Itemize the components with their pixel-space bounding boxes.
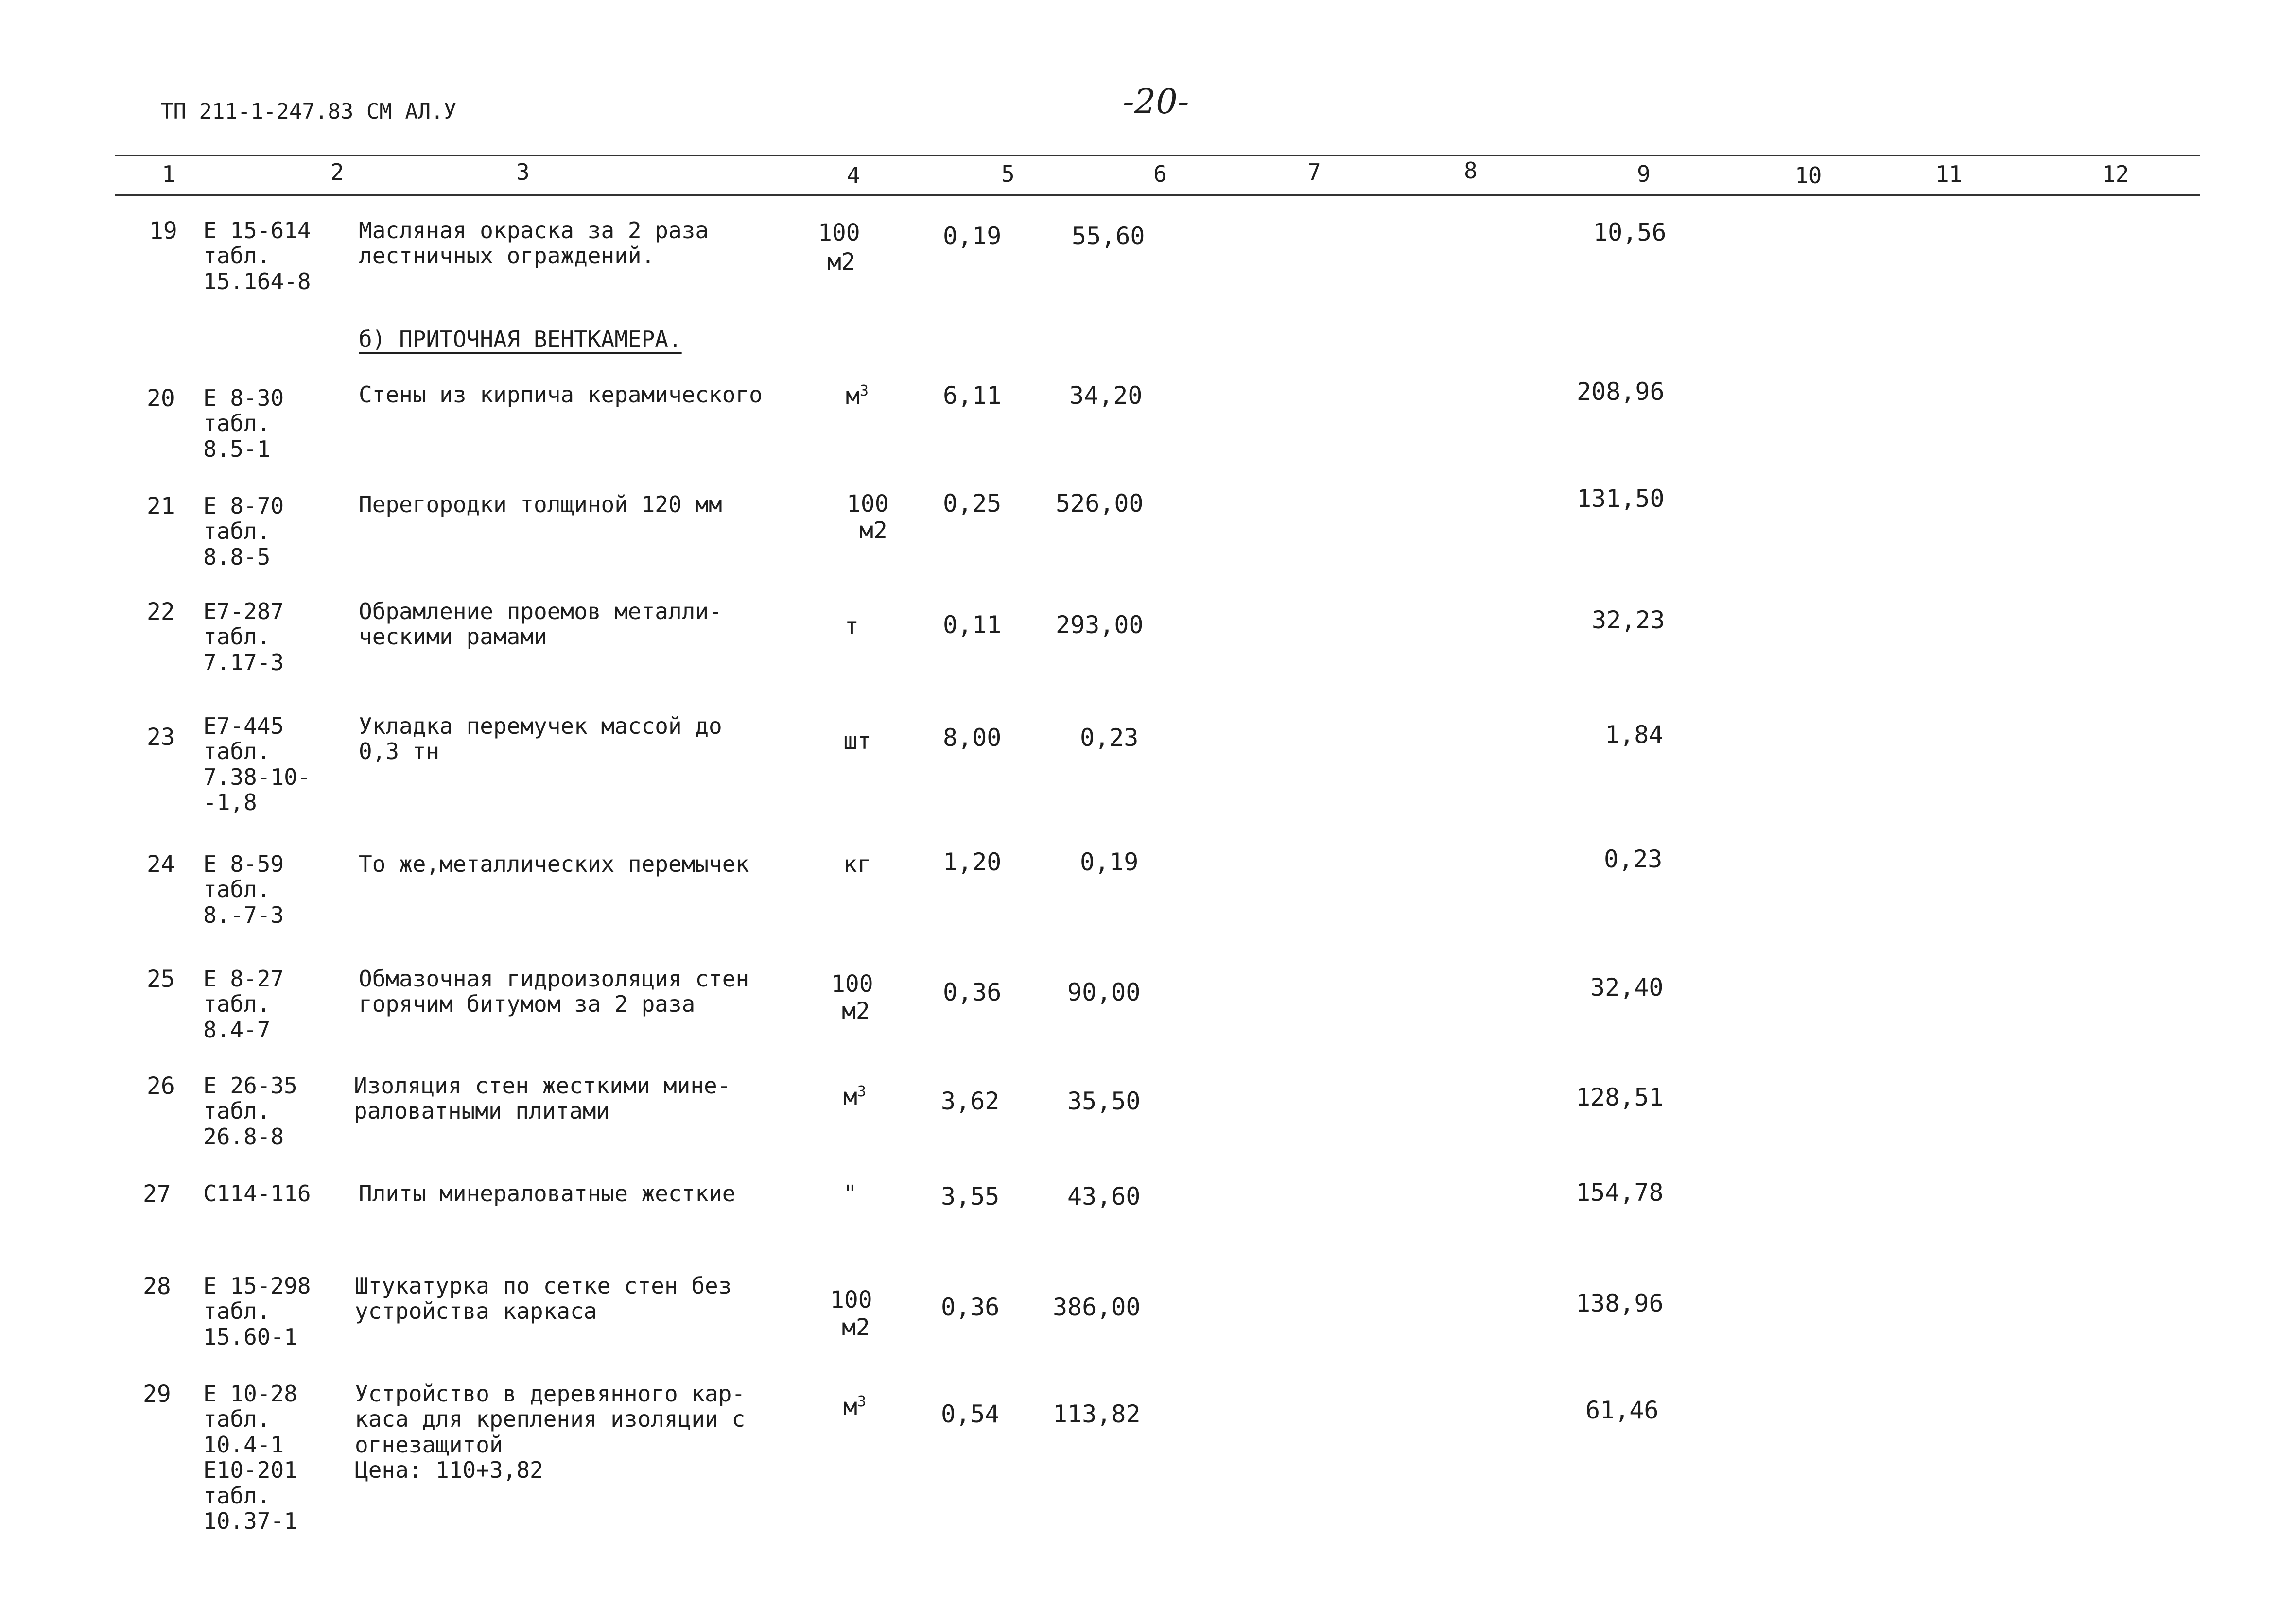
work-description: Обрамление проемов металли- ческими рамами (359, 598, 722, 650)
norm-code: С114-116 (203, 1180, 311, 1207)
unit-price: 386,00 (1053, 1293, 1141, 1321)
unit-price: 43,60 (1067, 1182, 1141, 1210)
work-description: Стены из кирпича керамического (359, 381, 763, 408)
column-number: 1 (162, 161, 175, 187)
norm-code: Е 8-27 табл. 8.4-7 (203, 966, 284, 1043)
row-number: 26 (147, 1072, 175, 1100)
unit: 100 (830, 1286, 872, 1313)
unit: кг (843, 851, 871, 878)
unit-superscript: 3 (857, 1083, 866, 1100)
header-top-rule (115, 155, 2200, 156)
quantity: 0,25 (943, 489, 1002, 518)
norm-code: Е 8-70 табл. 8.8-5 (203, 493, 284, 570)
column-number: 4 (847, 162, 860, 189)
quantity: 0,36 (943, 978, 1002, 1006)
unit-price: 34,20 (1069, 381, 1143, 410)
norm-code: Е7-287 табл. 7.17-3 (203, 598, 284, 675)
total-cost: 0,23 (1604, 845, 1663, 873)
total-cost: 131,50 (1577, 484, 1665, 513)
work-description: Перегородки толщиной 120 мм (359, 491, 722, 518)
unit: шт (843, 727, 871, 755)
row-number: 19 (149, 217, 177, 244)
unit (846, 383, 869, 410)
quantity: 3,55 (941, 1182, 1000, 1210)
unit-main: м (843, 1083, 857, 1110)
row-number: 28 (143, 1273, 171, 1300)
quantity: 0,54 (941, 1400, 1000, 1428)
row-number: 25 (147, 966, 175, 993)
unit-price: 113,82 (1053, 1400, 1141, 1428)
unit: 100 (818, 219, 860, 246)
unit-main: м (846, 382, 860, 410)
unit-price: 0,23 (1080, 724, 1139, 752)
unit: м2 (842, 998, 870, 1025)
total-cost: 61,46 (1585, 1396, 1659, 1424)
column-number: 2 (330, 159, 344, 185)
work-description: Плиты минераловатные жесткие (359, 1180, 736, 1207)
column-number: 12 (2102, 161, 2129, 187)
norm-code: Е 15-614 табл. 15.164-8 (203, 217, 311, 294)
total-cost: 138,96 (1576, 1289, 1664, 1317)
unit: м2 (827, 248, 855, 276)
unit (843, 1394, 866, 1420)
total-cost: 128,51 (1576, 1083, 1664, 1111)
unit-superscript: 3 (859, 382, 869, 399)
total-cost: 32,40 (1590, 973, 1664, 1002)
quantity: 6,11 (943, 381, 1002, 410)
quantity: 0,36 (941, 1293, 1000, 1321)
unit-price: 526,00 (1056, 489, 1144, 518)
norm-code: Е7-445 табл. 7.38-10- -1,8 (203, 713, 311, 816)
column-number: 6 (1153, 161, 1167, 187)
unit (843, 1084, 866, 1110)
total-cost: 32,23 (1592, 606, 1665, 634)
total-cost: 208,96 (1577, 378, 1665, 406)
row-number: 21 (147, 493, 175, 520)
unit-price: 0,19 (1080, 848, 1139, 876)
norm-code: Е 8-30 табл. 8.5-1 (203, 385, 284, 462)
unit: м2 (859, 517, 887, 544)
unit: 100 (831, 970, 873, 998)
document-code: ТП 211-1-247.83 СМ АЛ.У (160, 99, 457, 124)
unit-main: м (843, 1393, 857, 1420)
quantity: 8,00 (943, 724, 1002, 752)
row-number: 27 (143, 1180, 171, 1208)
unit-price: 35,50 (1067, 1087, 1141, 1115)
norm-code: Е 26-35 табл. 26.8-8 (203, 1072, 297, 1150)
column-number: 9 (1637, 161, 1651, 187)
norm-code: Е 8-59 табл. 8.-7-3 (203, 851, 284, 928)
work-description: Устройство в деревянного кар- каса для крепления изоляции с огнезащитой Цена: 110+3,82 (355, 1381, 746, 1484)
section-title: б) ПРИТОЧНАЯ ВЕНТКАМЕРА. (359, 326, 682, 352)
page-number: -20- (1123, 82, 1189, 121)
work-description: То же,металлических перемычек (359, 851, 749, 877)
total-cost: 10,56 (1593, 218, 1667, 246)
quantity: 0,11 (943, 611, 1002, 639)
quantity: 0,19 (943, 222, 1002, 250)
row-number: 22 (147, 598, 175, 625)
work-description: Укладка перемучек массой до 0,3 тн (359, 713, 722, 765)
unit: т (845, 613, 859, 640)
unit-price: 293,00 (1056, 611, 1144, 639)
work-description: Штукатурка по сетке стен без устройства каркаса (355, 1273, 732, 1325)
work-description: Масляная окраска за 2 раза лестничных ограждений. (359, 217, 709, 269)
column-number: 3 (516, 159, 530, 185)
row-number: 23 (147, 724, 175, 751)
norm-code: Е 15-298 табл. 15.60-1 (203, 1273, 311, 1350)
unit: " (843, 1180, 857, 1208)
work-description: Изоляция стен жесткими мине- раловатными плитами (354, 1072, 731, 1124)
column-number: 5 (1001, 161, 1015, 187)
column-number: 11 (1935, 161, 1963, 187)
column-number: 8 (1464, 157, 1478, 184)
quantity: 1,20 (943, 848, 1002, 876)
unit-superscript: 3 (857, 1393, 866, 1410)
total-cost: 1,84 (1605, 721, 1664, 749)
total-cost: 154,78 (1576, 1178, 1664, 1207)
column-number: 10 (1795, 162, 1822, 189)
header-bottom-rule (115, 194, 2200, 196)
norm-code: Е 10-28 табл. 10.4-1 Е10-201 табл. 10.37-1 (203, 1381, 297, 1535)
unit-price: 90,00 (1067, 978, 1141, 1006)
row-number: 20 (147, 385, 175, 412)
unit: м2 (842, 1314, 870, 1341)
work-description: Обмазочная гидроизоляция стен горячим битумом за 2 раза (359, 966, 749, 1018)
quantity: 3,62 (941, 1087, 1000, 1115)
unit-price: 55,60 (1072, 222, 1145, 250)
row-number: 24 (147, 851, 175, 878)
column-number: 7 (1307, 159, 1321, 185)
row-number: 29 (143, 1381, 171, 1408)
unit: 100 (847, 490, 889, 518)
